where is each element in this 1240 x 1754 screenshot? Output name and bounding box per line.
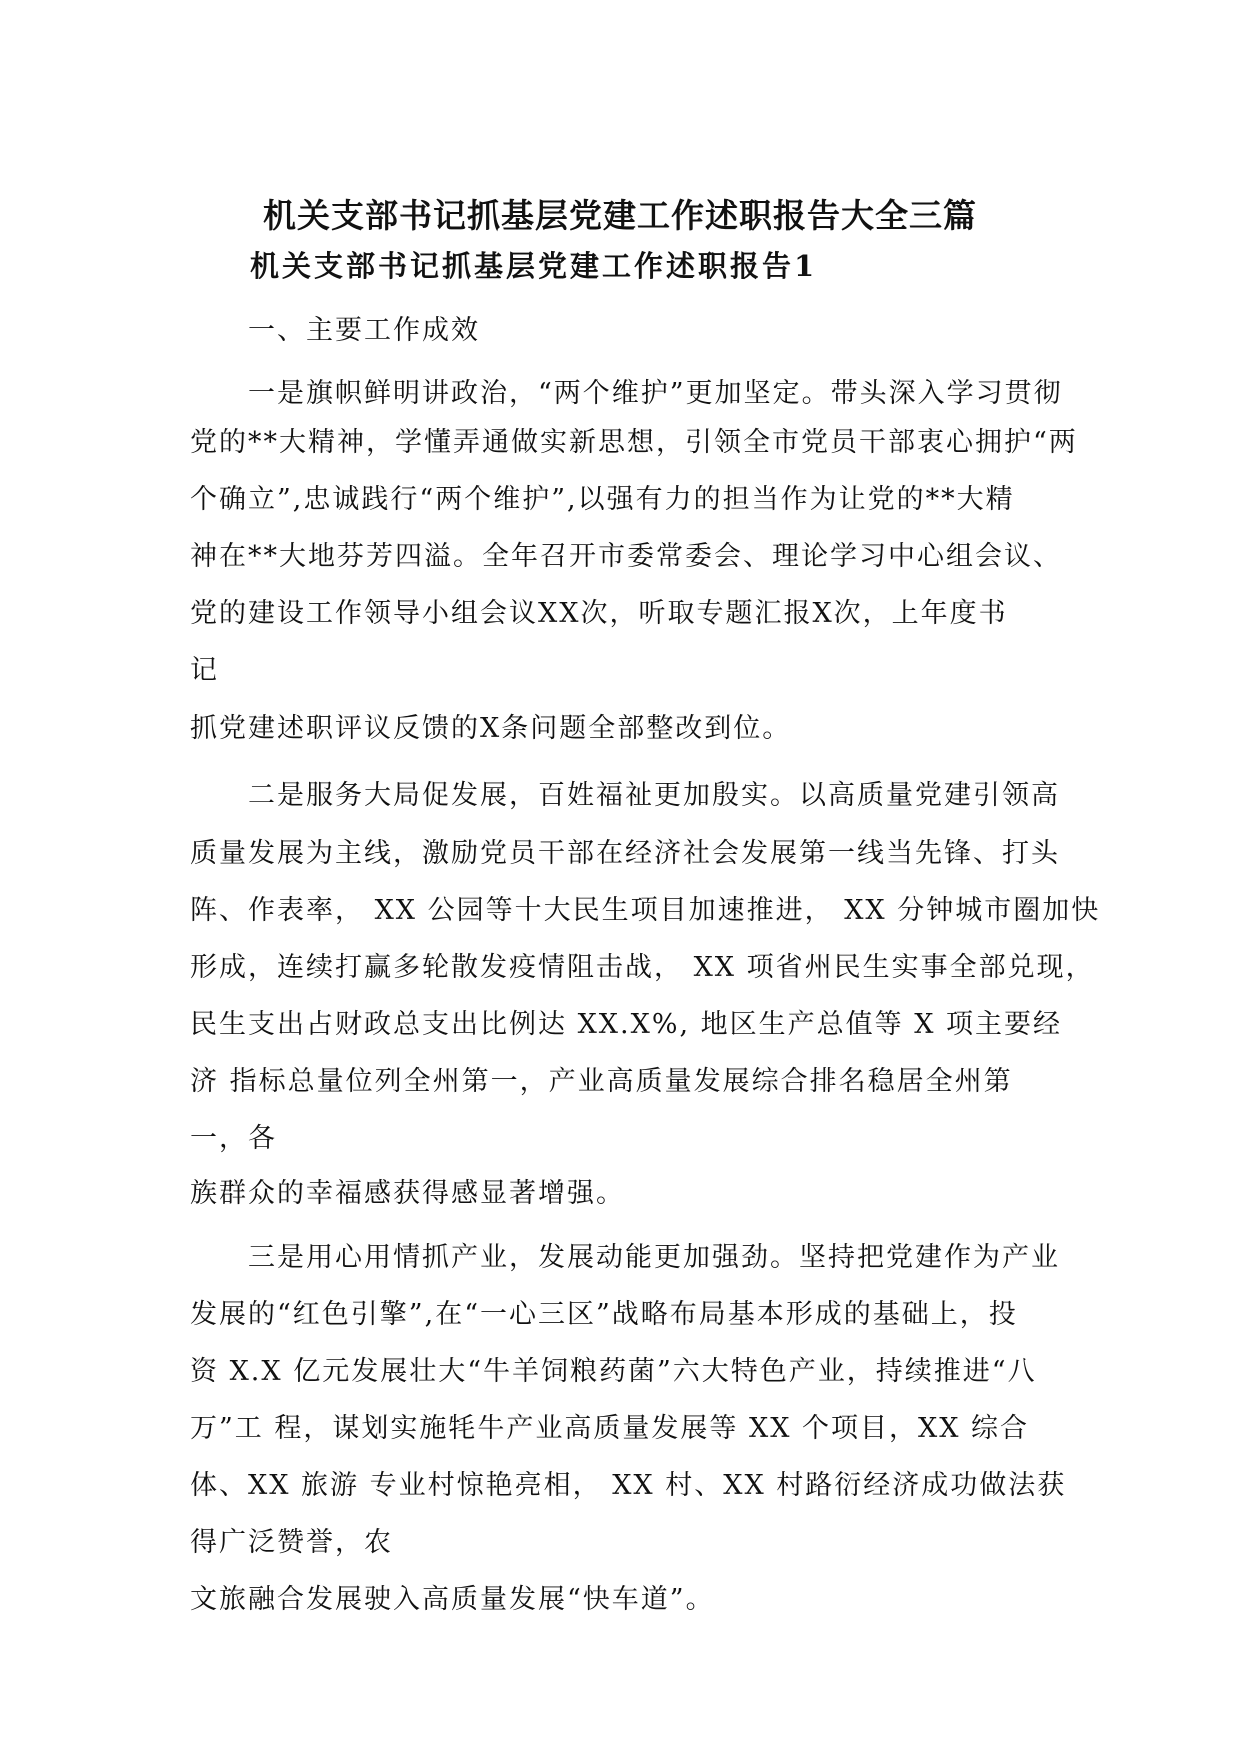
paragraph-line: 民生支出占财政总支出比例达 XX.X%, 地区生产总值等 X 项主要经 (190, 1009, 1063, 1040)
paragraph-line: 形成，连续打赢多轮散发疫情阻击战， XX 项省州民生实事全部兑现， (190, 952, 1095, 983)
paragraph-line: 党的建设工作领导小组会议XX次，听取专题汇报X次，上年度书 (190, 598, 1008, 629)
paragraph-line: 发展的“红色引擎”,在“一心三区”战略布局基本形成的基础上，投 (190, 1299, 1018, 1330)
paragraph-line: 资 X.X 亿元发展壮大“牛羊饲粮药菌”六大特色产业，持续推进“八 (190, 1356, 1037, 1387)
paragraph-line: 抓党建述职评议反馈的X条问题全部整改到位。 (190, 713, 792, 744)
paragraph-line: 个确立”,忠诚践行“两个维护”,以强有力的担当作为让党的**大精 (190, 484, 1015, 515)
paragraph-line: 得广泛赞誉，农 (190, 1527, 393, 1558)
paragraph-line: 济 指标总量位列全州第一，产业高质量发展综合排名稳居全州第 (190, 1066, 1013, 1097)
paragraph-line: 记 (190, 655, 219, 686)
paragraph-line: 三是用心用情抓产业，发展动能更加强劲。坚持把党建作为产业 (248, 1242, 1060, 1273)
paragraph-line: 质量发展为主线，激励党员干部在经济社会发展第一线当先锋、打头 (190, 838, 1060, 869)
paragraph-line: 族群众的幸福感获得感显著增强。 (190, 1178, 625, 1209)
paragraph-line: 神在**大地芬芳四溢。全年召开市委常委会、理论学习中心组会议、 (190, 541, 1062, 572)
paragraph-line: 一，各 (190, 1123, 277, 1154)
paragraph-line: 万”工 程，谋划实施牦牛产业高质量发展等 XX 个项目，XX 综合 (190, 1413, 1030, 1444)
paragraph-line: 二是服务大局促发展，百姓福祉更加殷实。以高质量党建引领高 (248, 780, 1060, 811)
paragraph-line: 党的**大精神，学懂弄通做实新思想，引领全市党员干部衷心拥护“两 (190, 427, 1078, 458)
document-title: 机关支部书记抓基层党建工作述职报告大全三篇 (263, 196, 977, 235)
paragraph-line: 阵、作表率， XX 公园等十大民生项目加速推进， XX 分钟城市圈加快 (190, 895, 1101, 926)
report-subtitle: 机关支部书记抓基层党建工作述职报告1 (250, 249, 818, 283)
paragraph-line: 体、XX 旅游 专业村惊艳亮相， XX 村、XX 村路衍经济成功做法获 (190, 1470, 1067, 1501)
section-heading: 一、主要工作成效 (248, 315, 480, 346)
paragraph-line: 一是旗帜鲜明讲政治，“两个维护”更加坚定。带头深入学习贯彻 (248, 378, 1063, 409)
paragraph-line: 文旅融合发展驶入高质量发展“快车道”。 (190, 1584, 715, 1615)
